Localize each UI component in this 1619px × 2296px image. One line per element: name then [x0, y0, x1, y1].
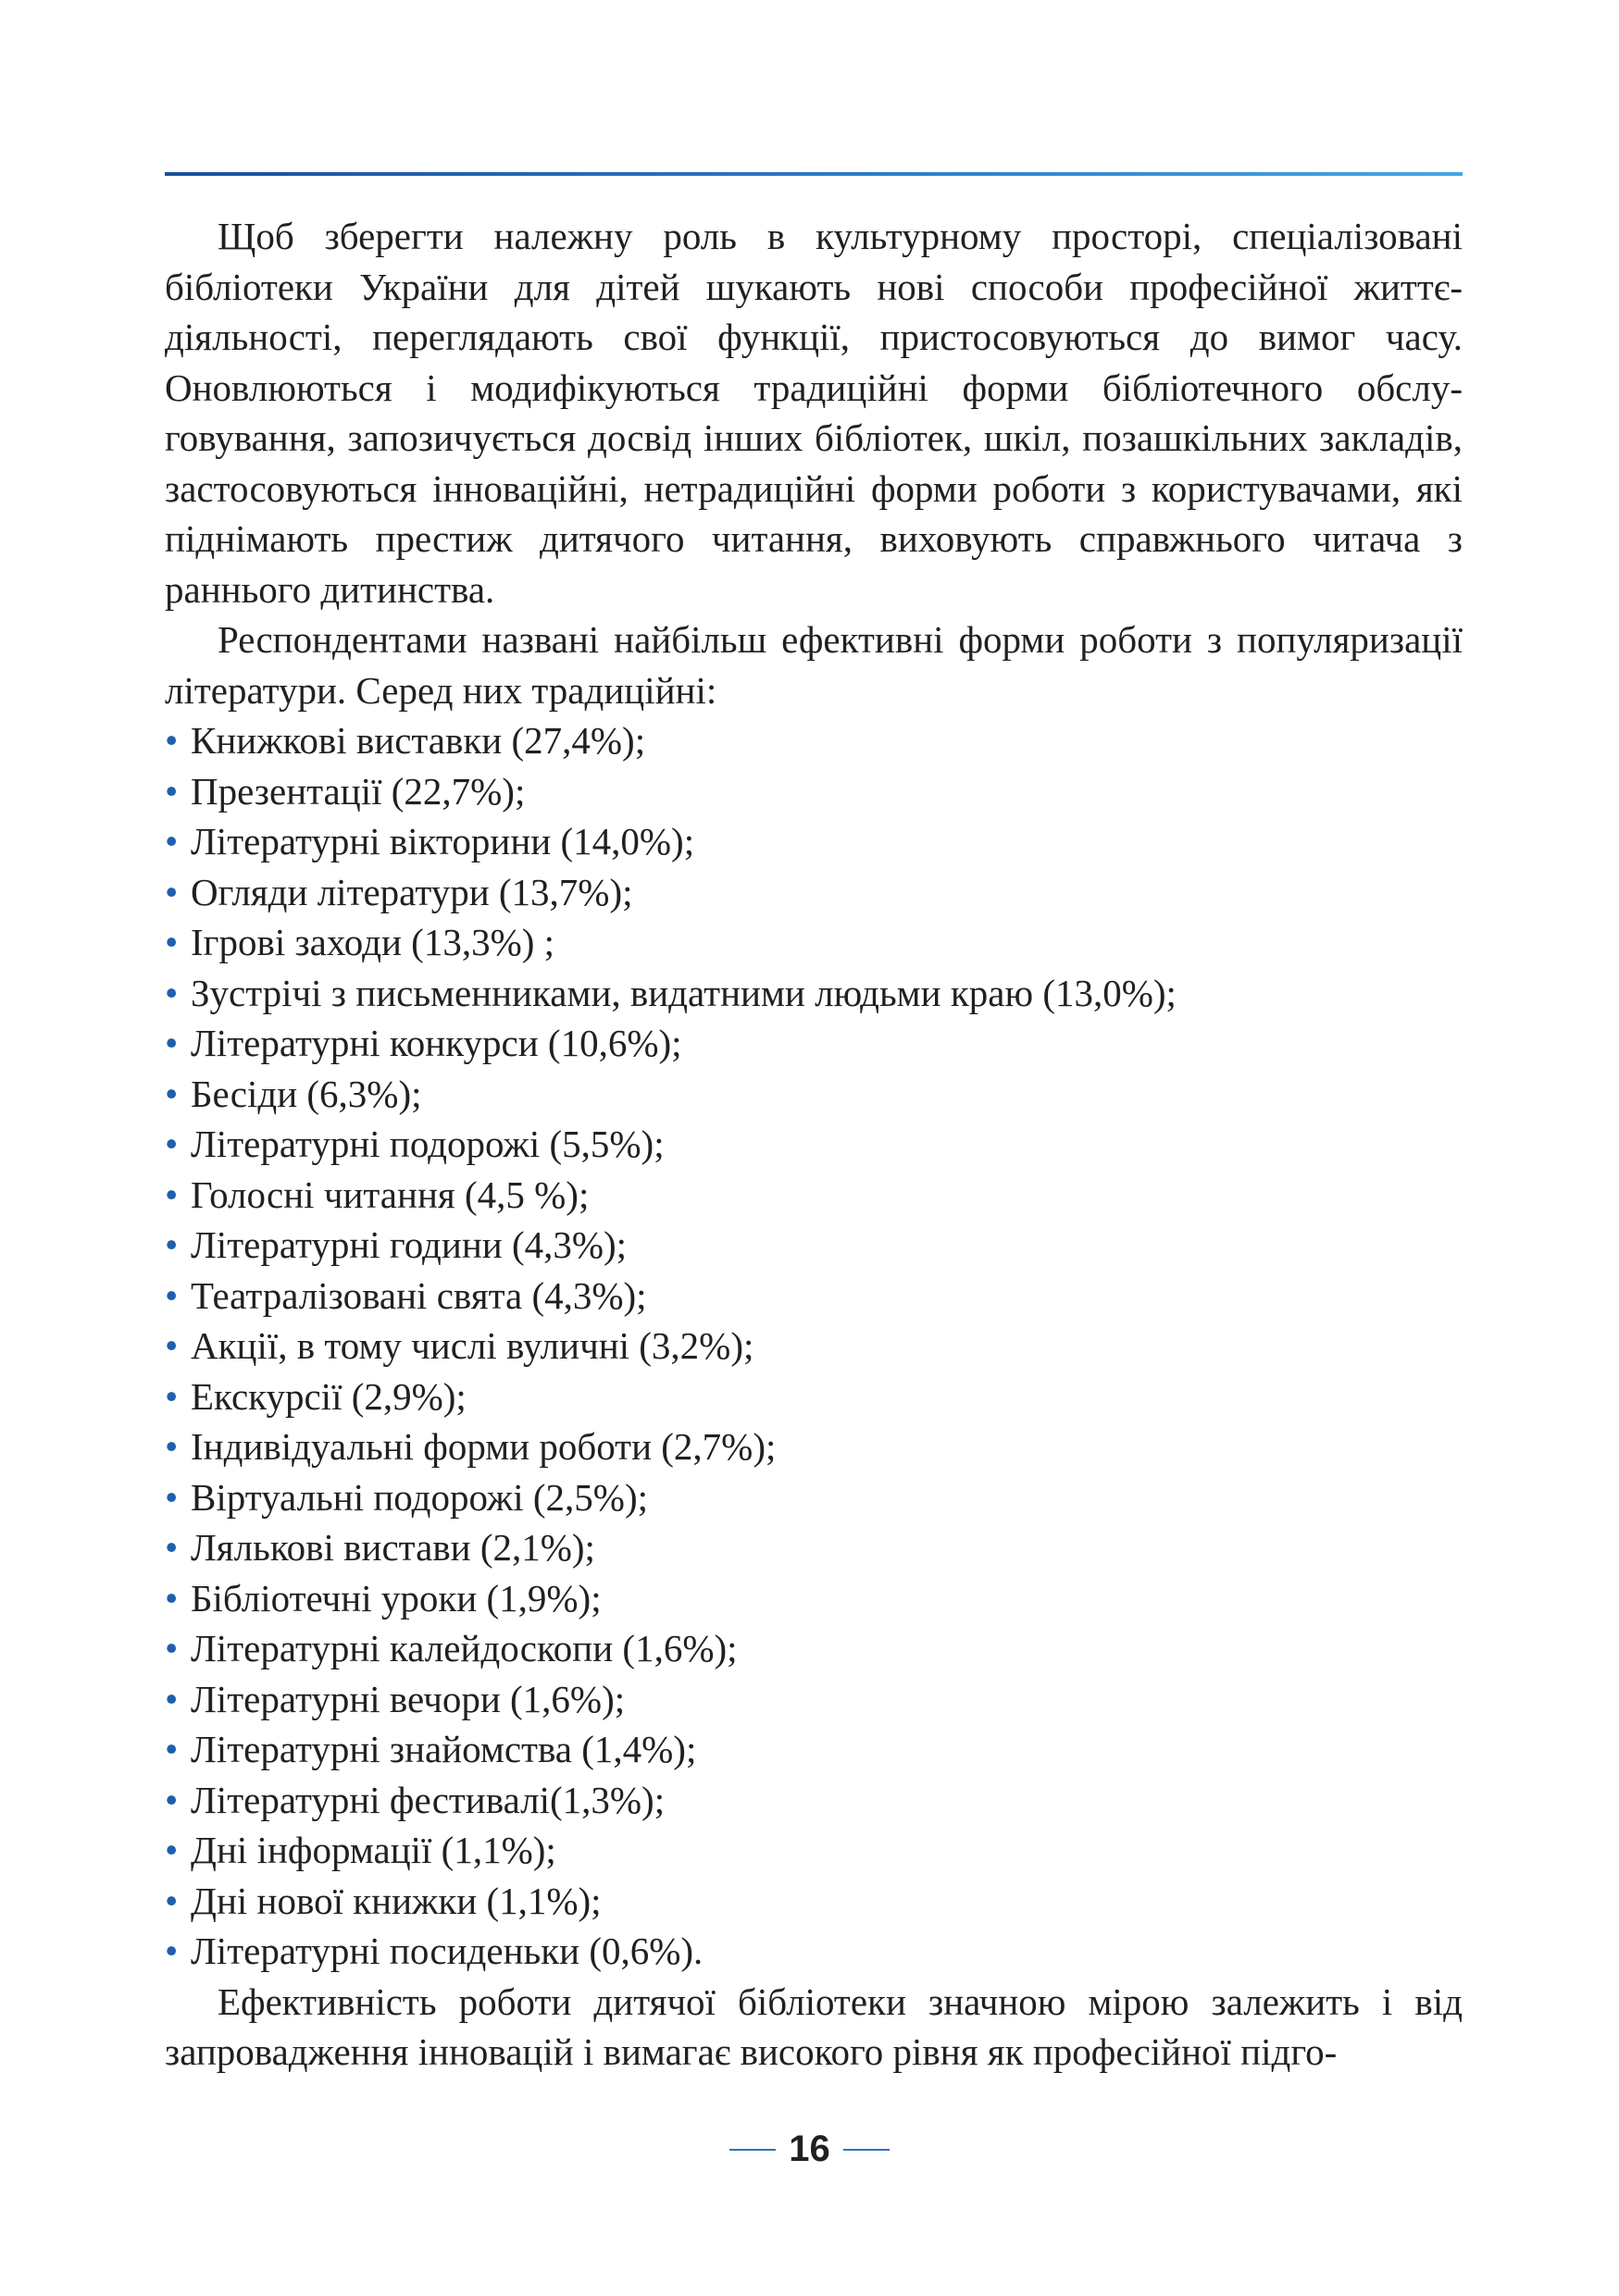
list-item-text: Презентації (22,7%); — [191, 769, 526, 813]
list-item — [165, 1371, 1463, 1422]
bullet-icon: • — [165, 1273, 179, 1317]
bullet-icon: • — [165, 1223, 179, 1266]
bullet-icon: • — [165, 1677, 179, 1720]
list-item-text: Бібліотечні уроки (1,9%); — [191, 1576, 602, 1620]
list-item — [165, 1069, 1463, 1120]
bullet-icon: • — [165, 870, 179, 913]
page-body — [165, 211, 1463, 2078]
list-item-text: Лялькові вистави (2,1%); — [191, 1526, 595, 1569]
list-item — [165, 1775, 1463, 1826]
list-item — [165, 715, 1463, 766]
page-number-dash-left — [729, 2149, 776, 2151]
list-item — [165, 1573, 1463, 1624]
list-item-text: Екскурсії (2,9%); — [191, 1374, 467, 1418]
list-item — [165, 1018, 1463, 1069]
page-number: 16 — [789, 2128, 830, 2169]
bullet-icon: • — [165, 1374, 179, 1418]
list-item — [165, 1674, 1463, 1725]
list-item — [165, 1926, 1463, 1977]
list-item-text: Голосні читання (4,5 %); — [191, 1173, 590, 1216]
list-item — [165, 867, 1463, 918]
effective-forms-list — [165, 715, 1463, 1977]
bullet-icon: • — [165, 1072, 179, 1115]
bullet-icon: • — [165, 1324, 179, 1367]
bullet-icon: • — [165, 1526, 179, 1569]
bullet-icon: • — [165, 921, 179, 963]
bullet-icon: • — [165, 1475, 179, 1519]
header-rule — [165, 172, 1463, 176]
list-item-text: Літературні години (4,3%); — [191, 1223, 628, 1266]
list-item — [165, 1321, 1463, 1371]
list-item-text: Зустрічі з письменниками, видатними людьми краю (13,0%); — [191, 971, 1177, 1014]
list-item-text: Дні нової книжки (1,1%); — [191, 1879, 602, 1922]
bullet-icon: • — [165, 1930, 179, 1972]
list-item — [165, 1220, 1463, 1271]
list-item-text: Літературні вечори (1,6%); — [191, 1677, 626, 1720]
bullet-icon: • — [165, 1123, 179, 1165]
closing-paragraph: Ефективність роботи дитячої бібліотеки значною мірою залежить і від запровадження інновацій і вимагає високого рівня як професійної підго- — [165, 1980, 1463, 2073]
bullet-icon: • — [165, 769, 179, 813]
bullet-icon: • — [165, 1728, 179, 1770]
list-item-text: Літературні посиденьки (0,6%). — [191, 1930, 704, 1972]
list-item — [165, 1825, 1463, 1876]
list-item — [165, 917, 1463, 968]
list-item-text: Літературні калейдоскопи (1,6%); — [191, 1627, 738, 1669]
list-item — [165, 1271, 1463, 1322]
list-item — [165, 766, 1463, 817]
list-item — [165, 1421, 1463, 1472]
list-item-text: Книжкові виставки (27,4%); — [191, 719, 646, 762]
bullet-icon: • — [165, 820, 179, 863]
list-item-text: Віртуальні подорожі (2,5%); — [191, 1475, 649, 1519]
list-item — [165, 1170, 1463, 1221]
list-item-text: Літературні подорожі (5,5%); — [191, 1123, 665, 1165]
list-item-text: Огляди літератури (13,7%); — [191, 870, 633, 913]
list-item — [165, 1876, 1463, 1927]
list-item — [165, 1472, 1463, 1523]
bullet-icon: • — [165, 1173, 179, 1216]
respondents-paragraph: Респондентами названі найбільш ефективні форми роботи з популяризації літератури. Серед них традиційні: — [165, 618, 1463, 712]
list-item — [165, 816, 1463, 867]
list-item — [165, 1119, 1463, 1170]
bullet-icon: • — [165, 1778, 179, 1821]
list-item — [165, 1623, 1463, 1674]
bullet-icon: • — [165, 1627, 179, 1669]
list-item-text: Бесіди (6,3%); — [191, 1072, 422, 1115]
bullet-icon: • — [165, 1576, 179, 1620]
bullet-icon: • — [165, 1022, 179, 1064]
bullet-icon: • — [165, 1879, 179, 1922]
list-item-text: Акції, в тому числі вуличні (3,2%); — [191, 1324, 754, 1367]
page-footer — [0, 2128, 1619, 2170]
bullet-icon: • — [165, 719, 179, 762]
list-item-text: Індивідуальні форми роботи (2,7%); — [191, 1425, 777, 1468]
list-item-text: Театралізовані свята (4,3%); — [191, 1273, 647, 1317]
list-item-text: Літературні фестивалі(1,3%); — [191, 1778, 666, 1821]
bullet-icon: • — [165, 1425, 179, 1468]
bullet-icon: • — [165, 1829, 179, 1871]
page-number-dash-right — [843, 2149, 890, 2151]
list-item-text: Ігрові заходи (13,3%) ; — [191, 921, 555, 963]
list-item — [165, 1724, 1463, 1775]
list-item — [165, 1522, 1463, 1573]
list-item-text: Дні інформації (1,1%); — [191, 1829, 556, 1871]
list-item-text: Літературні конкурси (10,6%); — [191, 1022, 682, 1064]
intro-paragraph: Щоб зберегти належну роль в культурному просторі, спеціалізовані бібліотеки України для дітей шукають нові способи професійної життєдіяльності, переглядають свої функції, пристосовуються до вимог часу. Оновлюються і модифікуються традиційні форми бібліотечного обслуговування, запозичується досвід інших бібліотек, шкіл, позашкільних закладів, застосовуються інноваційні, нетрадиційні форми роботи з користувачами, які піднімають престиж дитячого читання, виховують справжнього читача з раннього дитинства. — [165, 215, 1463, 611]
list-item-text: Літературні знайомства (1,4%); — [191, 1728, 697, 1770]
list-item-text: Літературні вікторини (14,0%); — [191, 820, 695, 863]
bullet-icon: • — [165, 971, 179, 1014]
list-item — [165, 968, 1463, 1019]
